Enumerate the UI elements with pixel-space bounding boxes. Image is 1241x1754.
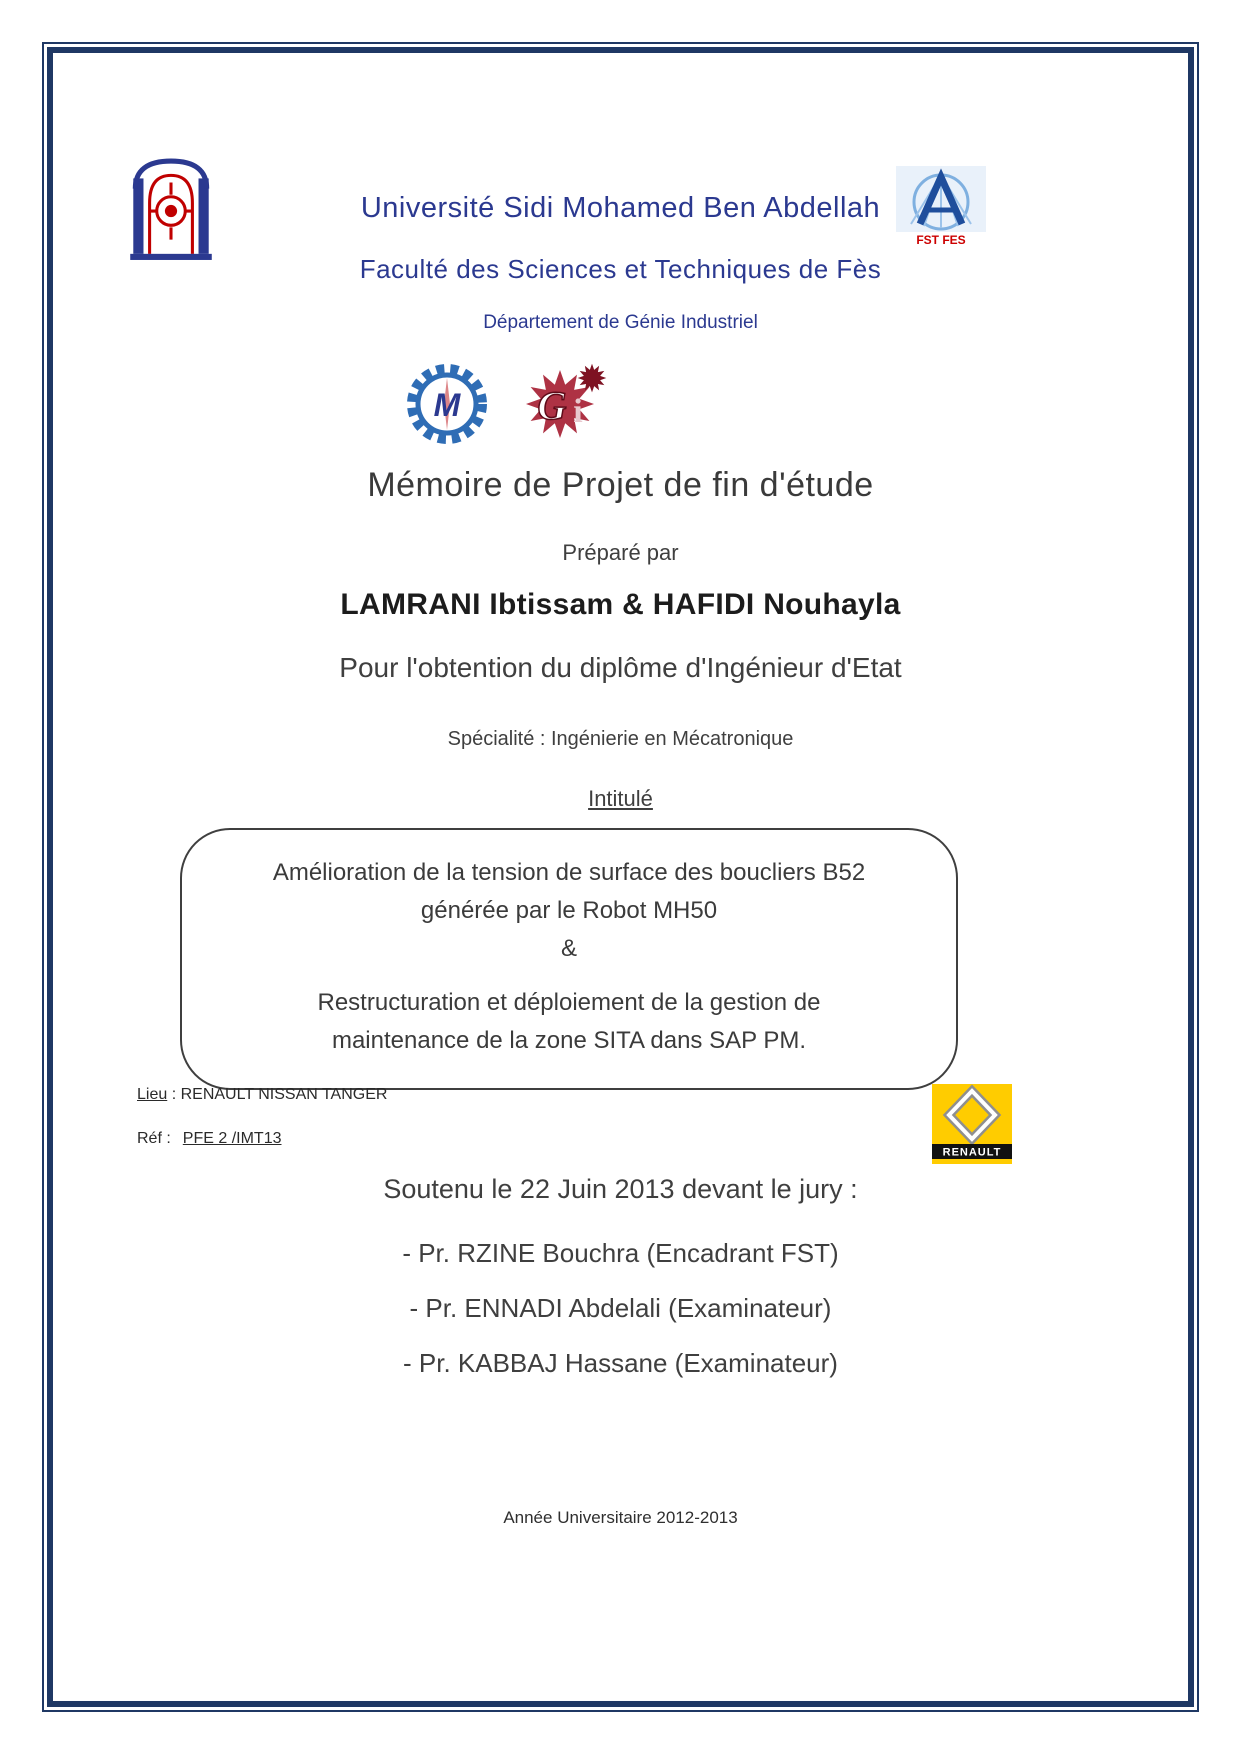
speciality-line: Spécialité : Ingénierie en Mécatronique	[447, 728, 794, 750]
renault-caption: RENAULT	[942, 1146, 1002, 1159]
gear-letter: M	[433, 387, 461, 423]
genie-industriel-gi-icon	[510, 360, 614, 450]
mechatronics-gear-icon	[400, 360, 494, 450]
jury-member-3: - Pr. KABBAJ Hassane (Examinateur)	[403, 1348, 838, 1378]
subject-title-box	[180, 828, 958, 1090]
academic-year-footer: Année Universitaire 2012-2013	[503, 1508, 738, 1527]
jury-member-2: - Pr. ENNADI Abdelali (Examinateur)	[409, 1293, 832, 1323]
degree-line: Pour l'obtention du diplôme d'Ingénieur d'Etat	[339, 652, 902, 683]
renault-logo-icon	[932, 1084, 1012, 1164]
subject-line-4: maintenance de la zone SITA dans SAP PM.	[331, 1027, 807, 1054]
gi-letter-g: G	[537, 383, 567, 428]
faculty-name: Faculté des Sciences et Techniques de Fès	[359, 254, 882, 284]
jury-member-1: - Pr. RZINE Bouchra (Encadrant FST)	[402, 1238, 839, 1268]
fst-fes-caption: FST FES	[916, 233, 966, 247]
lieu-label: Lieu	[137, 1086, 168, 1103]
lieu-value: : RENAULT NISSAN TANGER	[167, 1086, 388, 1103]
subject-line-1: Amélioration de la tension de surface des boucliers B52	[272, 859, 866, 886]
department-name: Département de Génie Industriel	[483, 312, 758, 333]
university-name: Université Sidi Mohamed Ben Abdellah	[360, 192, 881, 224]
lieu-line	[137, 1086, 387, 1104]
prepared-by-label: Préparé par	[562, 540, 679, 565]
document-type-title: Mémoire de Projet de fin d'étude	[367, 466, 874, 504]
ref-label: Réf :	[137, 1130, 171, 1147]
authors-names: LAMRANI Ibtissam & HAFIDI Nouhayla	[340, 588, 901, 621]
subject-spacer	[210, 968, 928, 984]
subject-line-2: générée par le Robot MH50	[420, 897, 718, 924]
intitule-label: Intitulé	[588, 786, 653, 811]
ref-line	[137, 1130, 282, 1148]
department-logos-row	[400, 360, 614, 450]
ref-value: PFE 2 /IMT13	[182, 1130, 282, 1147]
defense-date-line: Soutenu le 22 Juin 2013 devant le jury :	[383, 1174, 858, 1204]
gi-letter-i: i	[573, 393, 583, 430]
subject-ampersand: &	[560, 935, 577, 962]
subject-line-3: Restructuration et déploiement de la gestion de	[317, 989, 821, 1016]
